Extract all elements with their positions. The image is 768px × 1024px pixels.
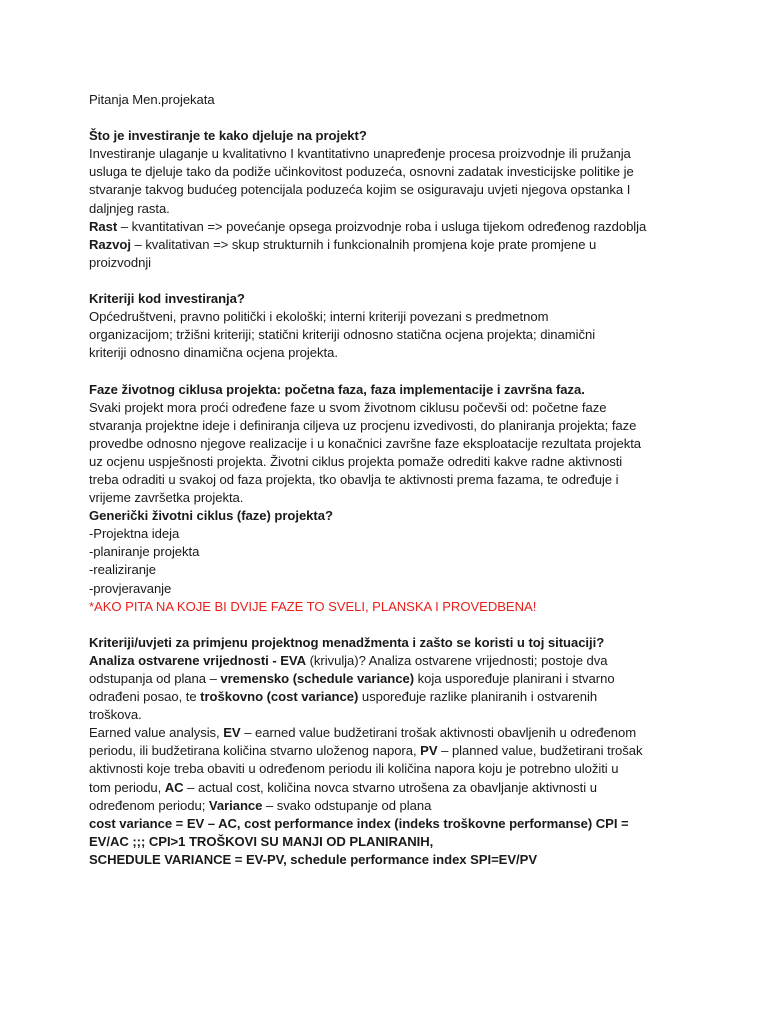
ac-definition [89, 779, 729, 797]
razvoj-definition [89, 236, 729, 254]
section-heading-uvjeti: Kriteriji/uvjeti za primjenu projektnog menadžmenta i zašto se koristi u toj situaciji? [89, 634, 605, 650]
pv-definition [89, 742, 729, 760]
text-run: odstupanja od plana – [89, 671, 221, 686]
list-item: -realiziranje [89, 562, 157, 578]
text-run: – planned value, budžetirani trošak [437, 743, 643, 759]
section-heading-kriteriji: Kriteriji kod investiranja? [89, 291, 245, 307]
paragraph-line: Investiranje ulaganje u kvalitativno I kvantitativno unapređenje procesa proizvodnje ili pružanja [89, 146, 631, 162]
paragraph-line: aktivnosti koje treba obaviti u određenom periodu ili količina napora koju je potrebno uložiti u [89, 761, 619, 777]
paragraph-line: uz ocjenu uspješnosti projekta. Životni ciklus projekta pomaže odrediti kakve radne aktivnosti [89, 453, 623, 469]
text-run: koja uspoređuje planirani i stvarno [414, 671, 615, 686]
sub-heading-zivotni-ciklus: Generički životni ciklus (faze) projekta? [89, 508, 333, 524]
razvoj-text: – kvalitativan => skup strukturnih i funkcionalnih promjena koje prate promjene u [130, 236, 597, 252]
spacer [89, 616, 729, 634]
paragraph-line: kriteriji odnosno dinamična ocjena projekta. [89, 345, 338, 361]
spacer [89, 109, 729, 127]
cost-variance-term: troškovno (cost variance) [200, 689, 359, 705]
text-run: tom periodu, [89, 779, 165, 795]
highlighted-note: *AKO PITA NA KOJE BI DVIJE FAZE TO SVELI, PLANSKA I PROVEDBENA! [89, 598, 537, 614]
text-run: periodu, ili budžetirana količina stvarno uloženog napora, [89, 743, 421, 759]
razvoj-term: Razvoj [89, 236, 131, 252]
spacer [89, 272, 729, 290]
ev-term: EV [223, 725, 241, 741]
section-heading-faze: Faze životnog ciklusa projekta: početna faza, faza implementacije i završna faza. [89, 381, 585, 397]
variance-line [89, 670, 729, 688]
formula-line: cost variance = EV – AC, cost performance index (indeks troškovne performanse) CPI = [89, 815, 629, 831]
paragraph-line: treba odraditi u svakoj od faza projekta, tko obavlja te aktivnosti prema fazama, te određuje i [89, 471, 619, 487]
paragraph-line: organizacijom; tržišni kriteriji; statični kriteriji odnosno statična ocjena projekta; dinamični [89, 327, 596, 343]
eva-line [89, 652, 729, 670]
rast-text: – kvantitativan => povećanje opsega proizvodnje roba i usluga tijekom određenog razdoblja [117, 218, 647, 234]
schedule-variance-term: vremensko (schedule variance) [220, 671, 415, 686]
paragraph-line: provedbe odnosno njegove realizacije i u konačnici završne faze eksploatacije rezultata projekta [89, 435, 642, 451]
text-run: Earned value analysis, [89, 725, 224, 741]
paragraph-line: daljnjeg rasta. [89, 200, 170, 216]
section-heading-investiranje: Što je investiranje te kako djeluje na projekt? [89, 128, 367, 144]
paragraph-line: proizvodnji [89, 254, 152, 270]
paragraph-line: vrijeme završetka projekta. [89, 490, 244, 506]
text-run: – earned value budžetirani trošak aktivnosti obavljenih u određenom [240, 725, 637, 741]
formula-line: EV/AC ;;; CPI>1 TROŠKOVI SU MANJI OD PLANIRANIH, [89, 833, 434, 849]
text-run: odrađeni posao, te [89, 689, 201, 705]
document-body [89, 91, 729, 869]
list-item: -planiranje projekta [89, 544, 200, 560]
paragraph-line: troškova. [89, 707, 142, 723]
text-run: određenom periodu; [89, 797, 209, 813]
ac-term: AC [164, 779, 184, 795]
paragraph-line: stvaranja projektne ideje i definiranja ciljeva uz procjenu izvedivosti, do planiranja projekta; faze [89, 417, 637, 433]
list-item: -provjeravanje [89, 580, 172, 596]
document-title: Pitanja Men.projekata [89, 92, 215, 107]
formula-line: SCHEDULE VARIANCE = EV-PV, schedule performance index SPI=EV/PV [89, 851, 538, 867]
text-run: – actual cost, količina novca stvarno utrošena za obavljanje aktivnosti u [183, 779, 597, 795]
eva-text: (krivulja)? Analiza ostvarene vrijednosti; postoje dva [306, 652, 608, 668]
variance-definition [89, 797, 729, 815]
paragraph-line: usluga te djeluje tako da podiže učinkovitost poduzeća, osnovni zadatak investicijske politike je [89, 164, 634, 180]
text-run: – svako odstupanje od plana [262, 797, 432, 813]
eva-term: Analiza ostvarene vrijednosti - EVA [89, 652, 307, 668]
pv-term: PV [420, 743, 438, 759]
rast-term: Rast [89, 218, 118, 234]
variance-line [89, 688, 729, 706]
rast-definition [89, 218, 729, 236]
paragraph-line: Svaki projekt mora proći određene faze u svom životnom ciklusu počevši od: početne faze [89, 399, 607, 415]
paragraph-line: stvaranje takvog budućeg potencijala poduzeća kojim se osiguravaju uvjeti njegova opstanka I [89, 182, 631, 198]
spacer [89, 362, 729, 380]
variance-term: Variance [208, 797, 263, 813]
paragraph-line: Općedruštveni, pravno politički i ekološki; interni kriteriji povezani s predmetnom [89, 309, 549, 325]
list-item: -Projektna ideja [89, 526, 180, 542]
ev-definition [89, 724, 729, 742]
text-run: uspoređuje razlike planiranih i ostvarenih [358, 689, 598, 705]
